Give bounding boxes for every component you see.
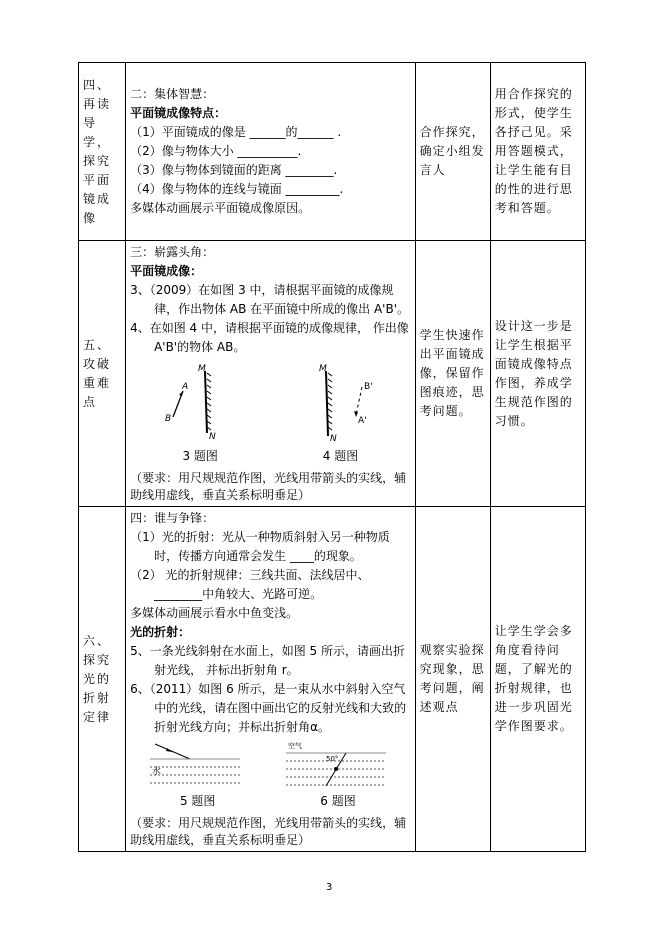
svg-text:M: M [318,364,327,374]
stage-cell: 六、探究光的折射定律 [79,507,126,852]
list-item: （3）像与物体到镜面的距离 ________. [130,163,338,177]
refraction-diagram [286,741,391,786]
page-number: 3 [326,882,333,893]
list-item: 3、（2009）在如图 3 中，请根据平面镜的成像规律，作出物体 AB 在平面镜中所成的像出 A'B'。 [130,283,410,316]
figure-caption: 6 题图 [320,794,356,808]
section-subheading: 平面镜成像： [130,264,203,278]
figure-4 [296,361,386,466]
table-row [79,63,586,241]
section-subheading: 平面镜成像特点： [130,106,227,120]
section-subheading: 光的折射： [130,625,191,639]
purpose-cell: 用合作探究的形式，使学生各抒己见。采用答题模式，让学生能有目的性的进行思考和答题。 [490,63,585,241]
purpose-cell: 设计这一步是让学生根据平面镜成像特点作图，养成学生规范作图的习惯。 [490,241,585,507]
svg-text:M: M [198,364,206,374]
svg-text:B': B' [363,382,373,392]
content-cell [126,241,416,507]
student-cell: 学生快速作出平面镜成像，保留作图痕迹，思考问题。 [415,241,490,507]
table-row [79,241,586,507]
figure-6 [286,741,391,811]
mirror-diagram [155,361,245,441]
student-cell: 合作探究，确定小组发言人 [415,63,490,241]
svg-text:N: N [209,432,216,441]
figure-5 [150,741,245,811]
purpose-cell: 让学生学会多角度看待问题，了解光的折射规律，也进一步巩固光学作图要求。 [490,507,585,852]
content-cell [126,63,416,241]
section-heading: 三：崭露头角： [130,245,215,259]
mirror-diagram [296,361,386,441]
list-item: （2）像与物体大小 __________. [130,144,302,158]
stage-cell: 四、再读导学，探究平面镜成像 [79,63,126,241]
list-item: （4）像与物体的连线与镜面 _________. [130,182,344,196]
list-item: （2） 光的折射规律：三线共面、法线居中、________中角较大、光路可逆。 [130,568,370,601]
refraction-diagram [150,741,245,786]
list-item: 6、（2011）如图 6 所示，是一束从水中斜射入空气中的光线，请在图中画出它的反射光线和大致的折射光线方向；并标出折射角α。 [130,682,407,734]
figure-3 [155,361,245,466]
lesson-table [78,62,586,852]
svg-text:N: N [329,434,337,441]
figure-caption: 4 题图 [322,449,359,463]
stage-cell: 五、攻破重难点 [79,241,126,507]
section-heading: 二：集体智慧： [130,87,215,101]
svg-text:50°: 50° [325,755,338,763]
figure-caption: 3 题图 [182,449,218,463]
note: 多媒体动画展示平面镜成像原因。 [130,201,311,215]
svg-text:空气: 空气 [287,742,302,750]
list-item: （1）平面镜成的像是 ______的______ . [130,125,342,139]
note: （要求：用尺规规范作图，光线用带箭头的实线，辅助线用虚线，垂直关系标明垂足） [130,471,407,502]
svg-text:A': A' [357,416,367,426]
note: （要求：用尺规规范作图，光线用带箭头的实线，辅助线用虚线，垂直关系标明垂足） [130,816,407,847]
svg-text:B: B [165,414,172,424]
svg-text:A: A [182,382,189,392]
figure-caption: 5 题图 [179,794,216,808]
list-item: 4、在如图 4 中，请根据平面镜的成像规律， 作出像 A'B'的物体 AB。 [130,321,409,354]
section-heading: 四：谁与争锋： [130,511,215,525]
content-cell [126,507,416,852]
list-item: 5、一条光线斜射在水面上，如图 5 所示，请画出折射光线， 并标出折射角 r。 [130,644,405,677]
list-item: （1）光的折射：光从一种物质斜射入另一种物质时，传播方向通常会发生 ____的现象。 [130,530,390,563]
student-cell: 观察实验探究现象，思考问题，阐述观点 [415,507,490,852]
note: 多媒体动画展示看水中鱼变浅。 [130,606,299,620]
table-row [79,507,586,852]
svg-text:水: 水 [152,767,162,777]
